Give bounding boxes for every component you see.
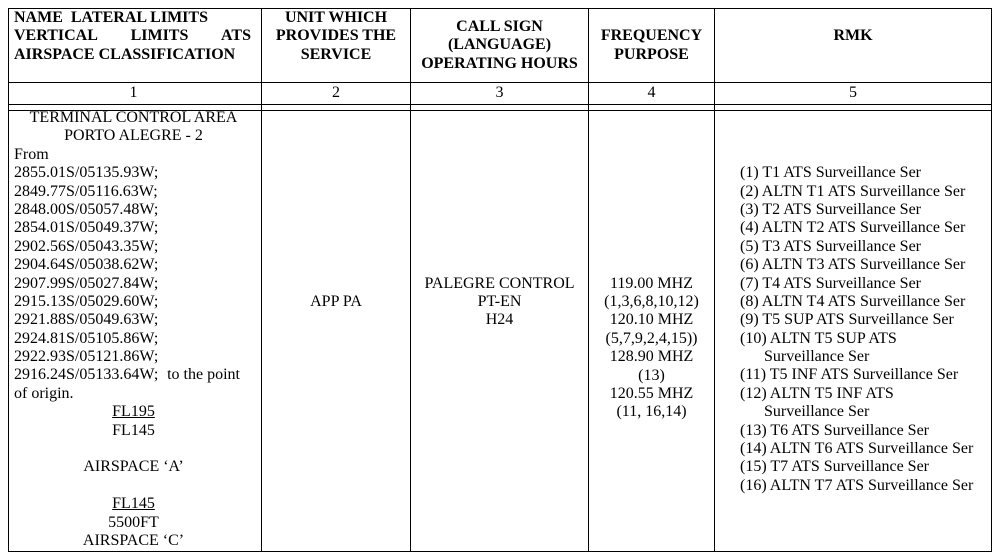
header-line: VERTICAL LIMITS ATS xyxy=(14,27,251,45)
coordinate-point: 2921.88S/05049.63W; xyxy=(14,311,159,329)
column-number: 2 xyxy=(262,83,411,105)
header-cell-remarks xyxy=(715,9,992,83)
frequency-purpose: (1,3,6,8,10,12) xyxy=(604,292,699,310)
coordinate-point: 2849.77S/05116.63W; xyxy=(14,182,158,200)
column-number: 3 xyxy=(411,83,589,105)
remark-continuation: Surveillance Ser xyxy=(764,348,870,366)
frequency-purpose: (13) xyxy=(638,366,665,384)
header-line: SERVICE xyxy=(300,45,372,63)
header-line: UNIT WHICH xyxy=(284,9,388,26)
coordinate-point: 2922.93S/05121.86W; xyxy=(14,348,159,366)
sector-c-classification: AIRSPACE ‘C’ xyxy=(82,531,185,549)
header-line: PROVIDES THE xyxy=(275,27,397,45)
header-line: RMK xyxy=(833,27,873,45)
airspace-table xyxy=(8,8,992,552)
frequency-value: 120.55 MHZ xyxy=(609,384,694,402)
coordinate-point: 2855.01S/05135.93W; xyxy=(14,164,159,182)
remark-line: (5) T3 ATS Surveillance Ser xyxy=(740,237,922,255)
coordinate-point: 2924.81S/05105.86W; xyxy=(14,329,159,347)
remark-line: (16) ALTN T7 ATS Surveillance Ser xyxy=(740,476,974,494)
header-line: CALL SIGN xyxy=(456,18,543,35)
coordinate-point: 2848.00S/05057.48W; xyxy=(14,200,159,218)
frequency-value: 119.00 MHZ xyxy=(610,274,693,292)
remark-line: (14) ALTN T6 ATS Surveillance Ser xyxy=(740,440,974,458)
remark-line: (2) ALTN T1 ATS Surveillance Ser xyxy=(740,182,966,200)
sector-a-lower-limit: FL145 xyxy=(112,421,155,439)
remark-line: (12) ALTN T5 INF ATS xyxy=(740,384,894,402)
remark-line: (9) T5 SUP ATS Surveillance Ser xyxy=(740,311,954,329)
frequency-purpose: (11, 16,14) xyxy=(616,403,687,421)
header-line: AIRSPACE CLASSIFICATION xyxy=(14,45,236,63)
upper-limit-value: FL145 xyxy=(112,495,155,513)
remark-line: (11) T5 INF ATS Surveillance Ser xyxy=(740,366,959,384)
coordinate-point: 2854.01S/05049.37W; xyxy=(14,219,159,237)
airspace-name-line: PORTO ALEGRE - 2 xyxy=(64,127,203,145)
remark-line: (7) T4 ATS Surveillance Ser xyxy=(740,274,922,292)
remark-line: (4) ALTN T2 ATS Surveillance Ser xyxy=(740,219,966,237)
closing-text: to the point xyxy=(167,366,240,384)
cell-remarks xyxy=(715,111,992,552)
header-line: PURPOSE xyxy=(614,45,689,63)
remark-line: (3) T2 ATS Surveillance Ser xyxy=(740,200,922,218)
header-line: (LANGUAGE) xyxy=(447,36,552,54)
coordinate-point: 2907.99S/05027.84W; xyxy=(14,274,159,292)
coordinate-point: 2915.13S/05029.60W; xyxy=(14,292,159,310)
header-cell-name-limits xyxy=(9,9,262,83)
remark-continuation: Surveillance Ser xyxy=(764,403,870,421)
call-sign: PALEGRE CONTROL xyxy=(424,274,575,292)
remarks-stack xyxy=(740,164,991,495)
closing-point-line xyxy=(14,366,240,384)
header-cell-frequency xyxy=(589,9,715,83)
call-sign-stack xyxy=(411,275,588,330)
closing-text: of origin. xyxy=(14,384,74,402)
header-cell-unit xyxy=(262,9,411,83)
airspace-name-line: TERMINAL CONTROL AREA xyxy=(29,109,238,126)
sector-c-upper-limit xyxy=(14,495,253,513)
language: PT-EN xyxy=(477,292,522,310)
cell-unit xyxy=(262,111,411,552)
column-number: 5 xyxy=(715,83,992,105)
header-line: NAME LATERAL LIMITS xyxy=(14,9,208,26)
remark-line: (1) T1 ATS Surveillance Ser xyxy=(740,164,922,182)
sector-a-classification: AIRSPACE ‘A’ xyxy=(83,458,184,476)
operating-hours: H24 xyxy=(485,311,514,329)
sector-a-upper-limit xyxy=(14,403,253,421)
frequency-value: 128.90 MHZ xyxy=(609,348,694,366)
unit-name: APP PA xyxy=(310,293,362,310)
lateral-limits-intro: From xyxy=(14,145,49,163)
header-line: FREQUENCY xyxy=(600,27,703,45)
cell-call-sign xyxy=(411,111,589,552)
header-line: OPERATING HOURS xyxy=(421,54,578,72)
limits-stack xyxy=(14,109,253,550)
coordinate-point: 2902.56S/05043.35W; xyxy=(14,237,159,255)
cell-frequency xyxy=(589,111,715,552)
remark-line: (8) ALTN T4 ATS Surveillance Ser xyxy=(740,292,966,310)
coordinate-point: 2916.24S/05133.64W; xyxy=(14,366,159,384)
column-number: 4 xyxy=(589,83,715,105)
unit-stack xyxy=(262,293,410,311)
sector-c-lower-limit: 5500FT xyxy=(108,513,159,531)
frequency-value: 120.10 MHZ xyxy=(609,311,694,329)
coordinate-point: 2904.64S/05038.62W; xyxy=(14,256,159,274)
remark-line: (15) T7 ATS Surveillance Ser xyxy=(740,458,930,476)
cell-limits xyxy=(9,111,262,552)
column-number: 1 xyxy=(9,83,262,105)
remark-line: (13) T6 ATS Surveillance Ser xyxy=(740,421,930,439)
remark-line: (10) ALTN T5 SUP ATS xyxy=(740,329,897,347)
header-cell-call-sign xyxy=(411,9,589,83)
frequency-purpose: (5,7,9,2,4,15)) xyxy=(605,329,698,347)
frequency-stack xyxy=(589,275,714,422)
remark-line: (6) ALTN T3 ATS Surveillance Ser xyxy=(740,256,966,274)
upper-limit-value: FL195 xyxy=(112,403,155,421)
